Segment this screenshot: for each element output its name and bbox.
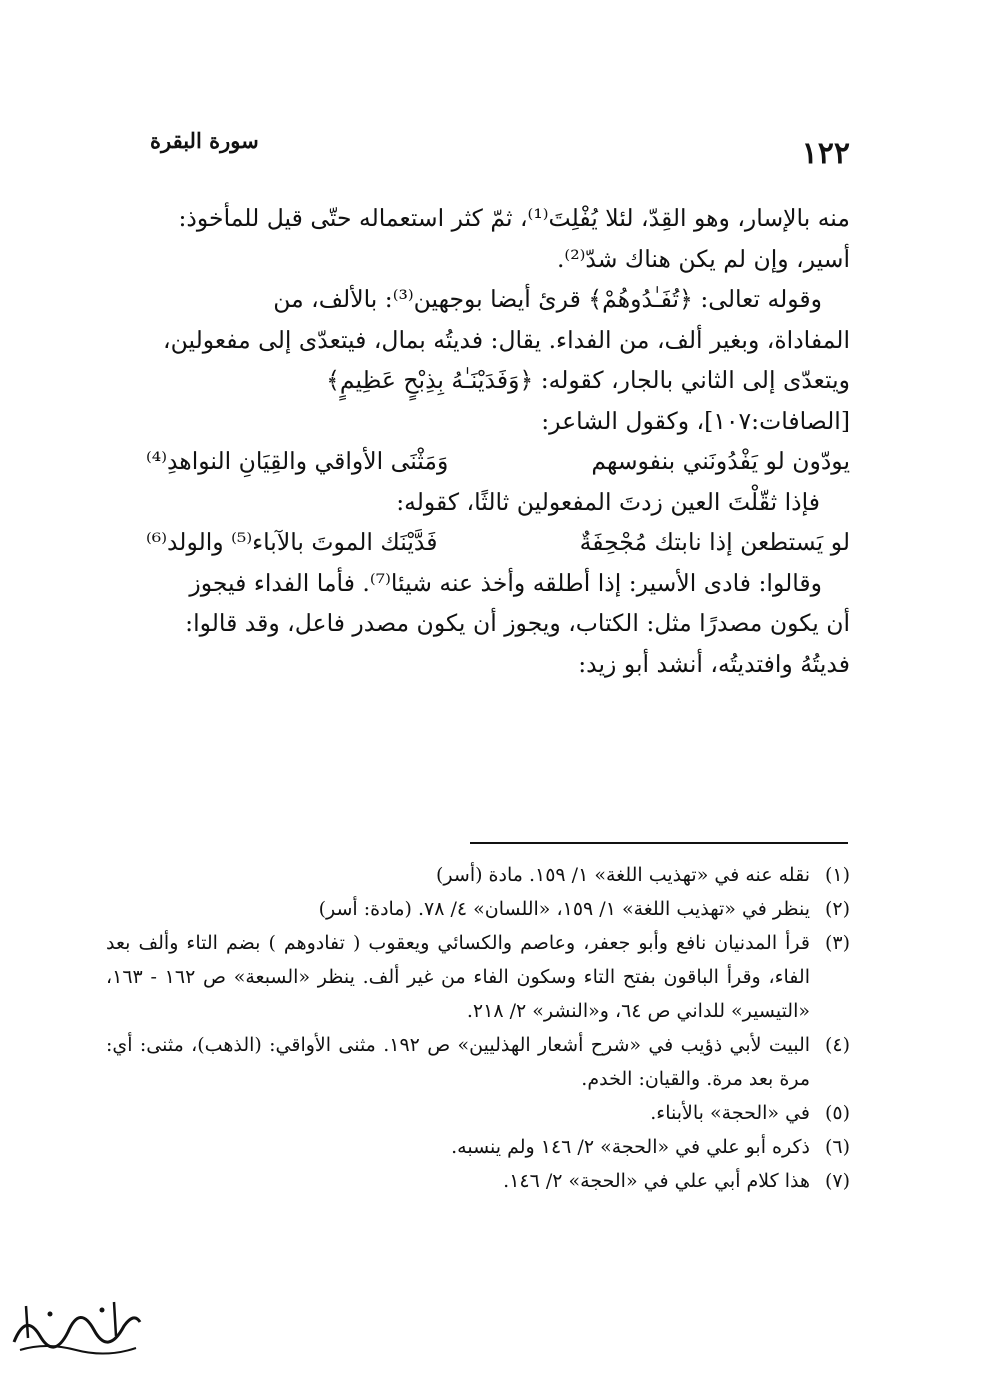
footnote-divider	[470, 842, 848, 844]
verse-second-hemistich: وَمَثْنَى الأواقي والقِيَانِ النواهدِ⁽⁴⁾	[146, 447, 449, 475]
footnotes	[106, 858, 850, 1198]
verse-first-hemistich: لو يَستطعن إذا نابتك مُجْحِفَةٌ	[579, 528, 850, 556]
text-line: وقوله تعالى: ﴿تُفَـٰدُوهُمْ﴾ قرئ أيضا بوجهين⁽³⁾: بالألف، من	[273, 285, 822, 313]
verse-second-hemistich: فَدَّيْنَك الموتَ بالآباء⁽⁵⁾ والولد⁽⁶⁾	[146, 528, 438, 556]
text-line: منه بالإسار، وهو القِدّ، لئلا يُفْلِتَ⁽¹⁾، ثمّ كثر استعماله حتّى قيل للمأخوذ:	[178, 204, 850, 232]
main-text	[146, 198, 850, 684]
footnote-number: (١)	[824, 864, 850, 886]
text-line: أن يكون مصدرًا مثل: الكتاب، ويجوز أن يكون مصدر فاعل، وقد قالوا:	[185, 609, 850, 637]
footnote-number: (٤)	[824, 1034, 850, 1056]
text-line: المفاداة، وبغير ألف، من الفداء. يقال: فديتُه بمال، فيتعدّى إلى مفعولين،	[163, 325, 850, 354]
publisher-logo	[6, 1292, 146, 1362]
surah-title: سورة البقرة	[150, 128, 259, 153]
footnote-text: في «الحجة» بالأبناء.	[650, 1102, 810, 1124]
footnote-number: (٥)	[824, 1102, 850, 1124]
text-line: [الصافات:١٠٧]، وكقول الشاعر:	[541, 406, 850, 435]
text-line: وقالوا: فادى الأسير: إذا أطلقه وأخذ عنه شيئا⁽⁷⁾. فأما الفداء فيجوز	[189, 568, 822, 597]
footnote-number: (٣)	[824, 932, 850, 954]
page-header	[150, 120, 850, 170]
poetry-verse	[146, 441, 850, 482]
footnote-text: البيت لأبي ذؤيب في «شرح أشعار الهذليين» ص ١٩٢. مثنى الأواقي: (الذهب)، مثنى: أي: مرة بعد مرة. والقيان: الخدم.	[106, 1034, 811, 1090]
text-line: أسير، وإن لم يكن هناك شدّ⁽²⁾.	[556, 244, 850, 273]
footnote-number: (٧)	[824, 1170, 850, 1192]
footnote	[106, 1096, 850, 1130]
text-line: فإذا ثقّلْتَ العين زدتَ المفعولين ثالثًا، كقوله:	[396, 487, 820, 516]
footnote	[106, 1028, 850, 1096]
footnote-number: (٢)	[824, 898, 850, 920]
footnote-number: (٦)	[824, 1136, 850, 1158]
verse-first-hemistich: يودّون لو يَفْدُونَني بنفوسهم	[591, 447, 850, 475]
footnote-text: نقله عنه في «تهذيب اللغة» ١/ ١٥٩. مادة (أسر)	[436, 864, 810, 886]
footnote	[106, 858, 850, 892]
footnote	[106, 1130, 850, 1164]
text-line: فديتُهُ وافتديتُه، أنشد أبو زيد:	[578, 649, 850, 678]
footnote	[106, 926, 850, 1028]
footnote-text: قرأ المدنيان نافع وأبو جعفر، وعاصم والكسائي ويعقوب ( تفادوهم ) بضم التاء وألف بعد الفاء، وقرأ الباقون بفتح التاء وسكون الفاء من غير ألف. ينظر «السبعة» ص ١٦٢ - ١٦٣، «التيسير» للداني ص ٦٤، و«النشر» ٢/ ٢١٨.	[106, 932, 810, 1022]
footnote-text: ينظر في «تهذيب اللغة» ١/ ١٥٩، «اللسان» ٤/ ٧٨. (مادة: أسر)	[318, 898, 810, 920]
footnote	[106, 892, 850, 926]
page-number: ١٢٢	[801, 136, 850, 171]
footnote-text: ذكره أبو علي في «الحجة» ٢/ ١٤٦ ولم ينسبه.	[451, 1136, 810, 1158]
poetry-verse	[146, 522, 850, 563]
footnote	[106, 1164, 850, 1198]
text-line: ويتعدّى إلى الثاني بالجار، كقوله: ﴿وَفَدَيْنَـٰهُ بِذِبْحٍ عَظِيمٍ﴾	[326, 366, 850, 394]
footnote-text: هذا كلام أبي علي في «الحجة» ٢/ ١٤٦.	[503, 1170, 810, 1192]
